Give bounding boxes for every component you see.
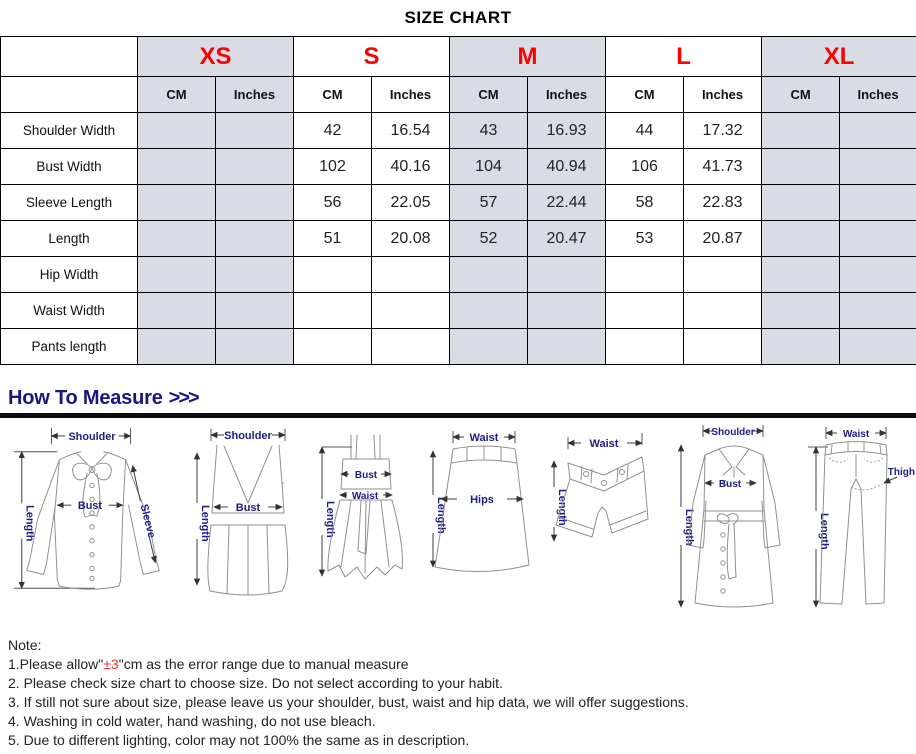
- value-cell: [450, 329, 528, 365]
- value-cell: 102: [294, 149, 372, 185]
- tank-shoulder-label: Shoulder: [223, 430, 272, 442]
- note-line-5: 5. Due to different lighting, color may not 100% the same as in description.: [8, 732, 470, 748]
- value-cell: [216, 149, 294, 185]
- value-cell: [138, 149, 216, 185]
- coat-length-label: Length: [683, 509, 696, 546]
- dress-length-label: Length: [323, 501, 336, 538]
- blouse-shoulder-label: Shoulder: [68, 430, 116, 443]
- size-header-s: S: [294, 37, 450, 77]
- value-cell: [684, 257, 762, 293]
- value-cell: [216, 113, 294, 149]
- value-cell: [840, 293, 916, 329]
- corner-cell: [1, 77, 138, 113]
- value-cell: [216, 329, 294, 365]
- table-row: [1, 113, 916, 149]
- coat-diagram: [659, 421, 799, 623]
- unit-header-cell: CM: [138, 77, 216, 113]
- value-cell: 40.94: [528, 149, 606, 185]
- value-cell: [762, 293, 840, 329]
- value-cell: 41.73: [684, 149, 762, 185]
- table-row: [1, 185, 916, 221]
- value-cell: 56: [294, 185, 372, 221]
- value-cell: 40.16: [372, 149, 450, 185]
- unit-header-cell: Inches: [216, 77, 294, 113]
- value-cell: [840, 149, 916, 185]
- value-cell: 44: [606, 113, 684, 149]
- value-cell: [606, 329, 684, 365]
- table-row: [1, 293, 916, 329]
- size-header-row: [1, 37, 916, 77]
- unit-header-cell: CM: [294, 77, 372, 113]
- value-cell: 22.83: [684, 185, 762, 221]
- value-cell: [606, 293, 684, 329]
- skirt-length-label: Length: [435, 497, 448, 534]
- measurement-label-cell: Hip Width: [1, 257, 138, 293]
- value-cell: [528, 329, 606, 365]
- value-cell: [216, 293, 294, 329]
- tank-length-label: Length: [198, 505, 211, 542]
- value-cell: [840, 329, 916, 365]
- value-cell: 104: [450, 149, 528, 185]
- value-cell: 20.47: [528, 221, 606, 257]
- size-header-xs: XS: [138, 37, 294, 77]
- value-cell: 106: [606, 149, 684, 185]
- value-cell: [450, 257, 528, 293]
- note-line-3: 3. If still not sure about size, please leave us your shoulder, bust, waist and hip data, we will offer suggestions.: [8, 694, 689, 710]
- value-cell: [138, 293, 216, 329]
- dress-diagram: [307, 421, 419, 623]
- measurement-label-cell: Sleeve Length: [1, 185, 138, 221]
- shorts-waist-label: Waist: [589, 438, 619, 450]
- value-cell: [528, 293, 606, 329]
- coat-shoulder-label: Shoulder: [711, 427, 755, 438]
- value-cell: 52: [450, 221, 528, 257]
- value-cell: 57: [450, 185, 528, 221]
- value-cell: [528, 257, 606, 293]
- unit-header-cell: Inches: [840, 77, 916, 113]
- value-cell: [762, 149, 840, 185]
- value-cell: [216, 221, 294, 257]
- value-cell: [216, 185, 294, 221]
- value-cell: 51: [294, 221, 372, 257]
- unit-header-cell: Inches: [684, 77, 762, 113]
- size-header-l: L: [606, 37, 762, 77]
- value-cell: 16.93: [528, 113, 606, 149]
- value-cell: [372, 293, 450, 329]
- value-cell: [138, 329, 216, 365]
- value-cell: [294, 293, 372, 329]
- value-cell: [762, 185, 840, 221]
- unit-header-cell: CM: [762, 77, 840, 113]
- value-cell: [840, 185, 916, 221]
- value-cell: [762, 257, 840, 293]
- unit-header-cell: CM: [606, 77, 684, 113]
- table-row: [1, 221, 916, 257]
- tolerance-value: ±3: [103, 656, 119, 672]
- value-cell: [294, 257, 372, 293]
- value-cell: 20.87: [684, 221, 762, 257]
- value-cell: [684, 329, 762, 365]
- measurement-label-cell: Bust Width: [1, 149, 138, 185]
- skirt-diagram: [419, 421, 539, 623]
- notes-heading: Note:: [8, 637, 42, 653]
- dress-bust-label: Bust: [354, 470, 377, 481]
- pants-diagram: [800, 421, 916, 623]
- table-row: [1, 329, 916, 365]
- size-chart-table: [0, 36, 916, 365]
- value-cell: [294, 329, 372, 365]
- notes-section: [8, 636, 916, 750]
- value-cell: [372, 257, 450, 293]
- blouse-length-label: Length: [23, 505, 36, 542]
- value-cell: [138, 221, 216, 257]
- value-cell: [762, 329, 840, 365]
- page-title: SIZE CHART: [404, 8, 512, 27]
- value-cell: 17.32: [684, 113, 762, 149]
- value-cell: [216, 257, 294, 293]
- measure-diagrams-strip: [0, 421, 916, 623]
- pants-length-label: Length: [817, 513, 830, 550]
- value-cell: 43: [450, 113, 528, 149]
- tank-bust-label: Bust: [235, 502, 261, 514]
- value-cell: 20.08: [372, 221, 450, 257]
- value-cell: [762, 113, 840, 149]
- value-cell: [840, 257, 916, 293]
- shorts-length-label: Length: [556, 489, 569, 526]
- pants-waist-label: Waist: [842, 429, 870, 440]
- unit-header-cell: Inches: [528, 77, 606, 113]
- measurement-label-cell: Length: [1, 221, 138, 257]
- unit-header-cell: CM: [450, 77, 528, 113]
- size-header-m: M: [450, 37, 606, 77]
- value-cell: 22.44: [528, 185, 606, 221]
- how-to-measure-heading: [8, 387, 916, 410]
- value-cell: [138, 113, 216, 149]
- note-line-1: 1.Please allow"±3"cm as the error range due to manual measure: [8, 656, 409, 672]
- unit-header-row: [1, 77, 916, 113]
- pants-thigh-label: Thigh: [887, 467, 915, 478]
- value-cell: 22.05: [372, 185, 450, 221]
- value-cell: [138, 185, 216, 221]
- value-cell: 16.54: [372, 113, 450, 149]
- value-cell: [840, 221, 916, 257]
- table-row: [1, 257, 916, 293]
- value-cell: [840, 113, 916, 149]
- chevrons-icon: >>>: [168, 387, 198, 409]
- measurement-label-cell: Shoulder Width: [1, 113, 138, 149]
- measurement-label-cell: Pants length: [1, 329, 138, 365]
- measurement-label-cell: Waist Width: [1, 293, 138, 329]
- value-cell: [762, 221, 840, 257]
- value-cell: [372, 329, 450, 365]
- blouse-bust-label: Bust: [77, 500, 103, 513]
- shorts-diagram: [540, 421, 658, 623]
- unit-header-cell: Inches: [372, 77, 450, 113]
- value-cell: [450, 293, 528, 329]
- how-to-measure-label: How To Measure: [8, 387, 163, 409]
- divider-rule: [0, 413, 916, 418]
- note-line-2: 2. Please check size chart to choose size. Do not select according to your habit.: [8, 675, 503, 691]
- blouse-diagram: [0, 421, 180, 623]
- value-cell: [684, 293, 762, 329]
- value-cell: 58: [606, 185, 684, 221]
- tank-top-diagram: [181, 421, 306, 623]
- skirt-waist-label: Waist: [470, 432, 499, 444]
- note-line-4: 4. Washing in cold water, hand washing, do not use bleach.: [8, 713, 376, 729]
- value-cell: 53: [606, 221, 684, 257]
- blouse-sleeve-label: Sleeve: [137, 503, 158, 540]
- value-cell: [606, 257, 684, 293]
- coat-bust-label: Bust: [719, 479, 742, 490]
- skirt-hips-label: Hips: [470, 494, 495, 506]
- value-cell: [138, 257, 216, 293]
- corner-cell: [1, 37, 138, 77]
- value-cell: 42: [294, 113, 372, 149]
- table-row: [1, 149, 916, 185]
- dress-waist-label: Waist: [351, 491, 378, 502]
- size-header-xl: XL: [762, 37, 916, 77]
